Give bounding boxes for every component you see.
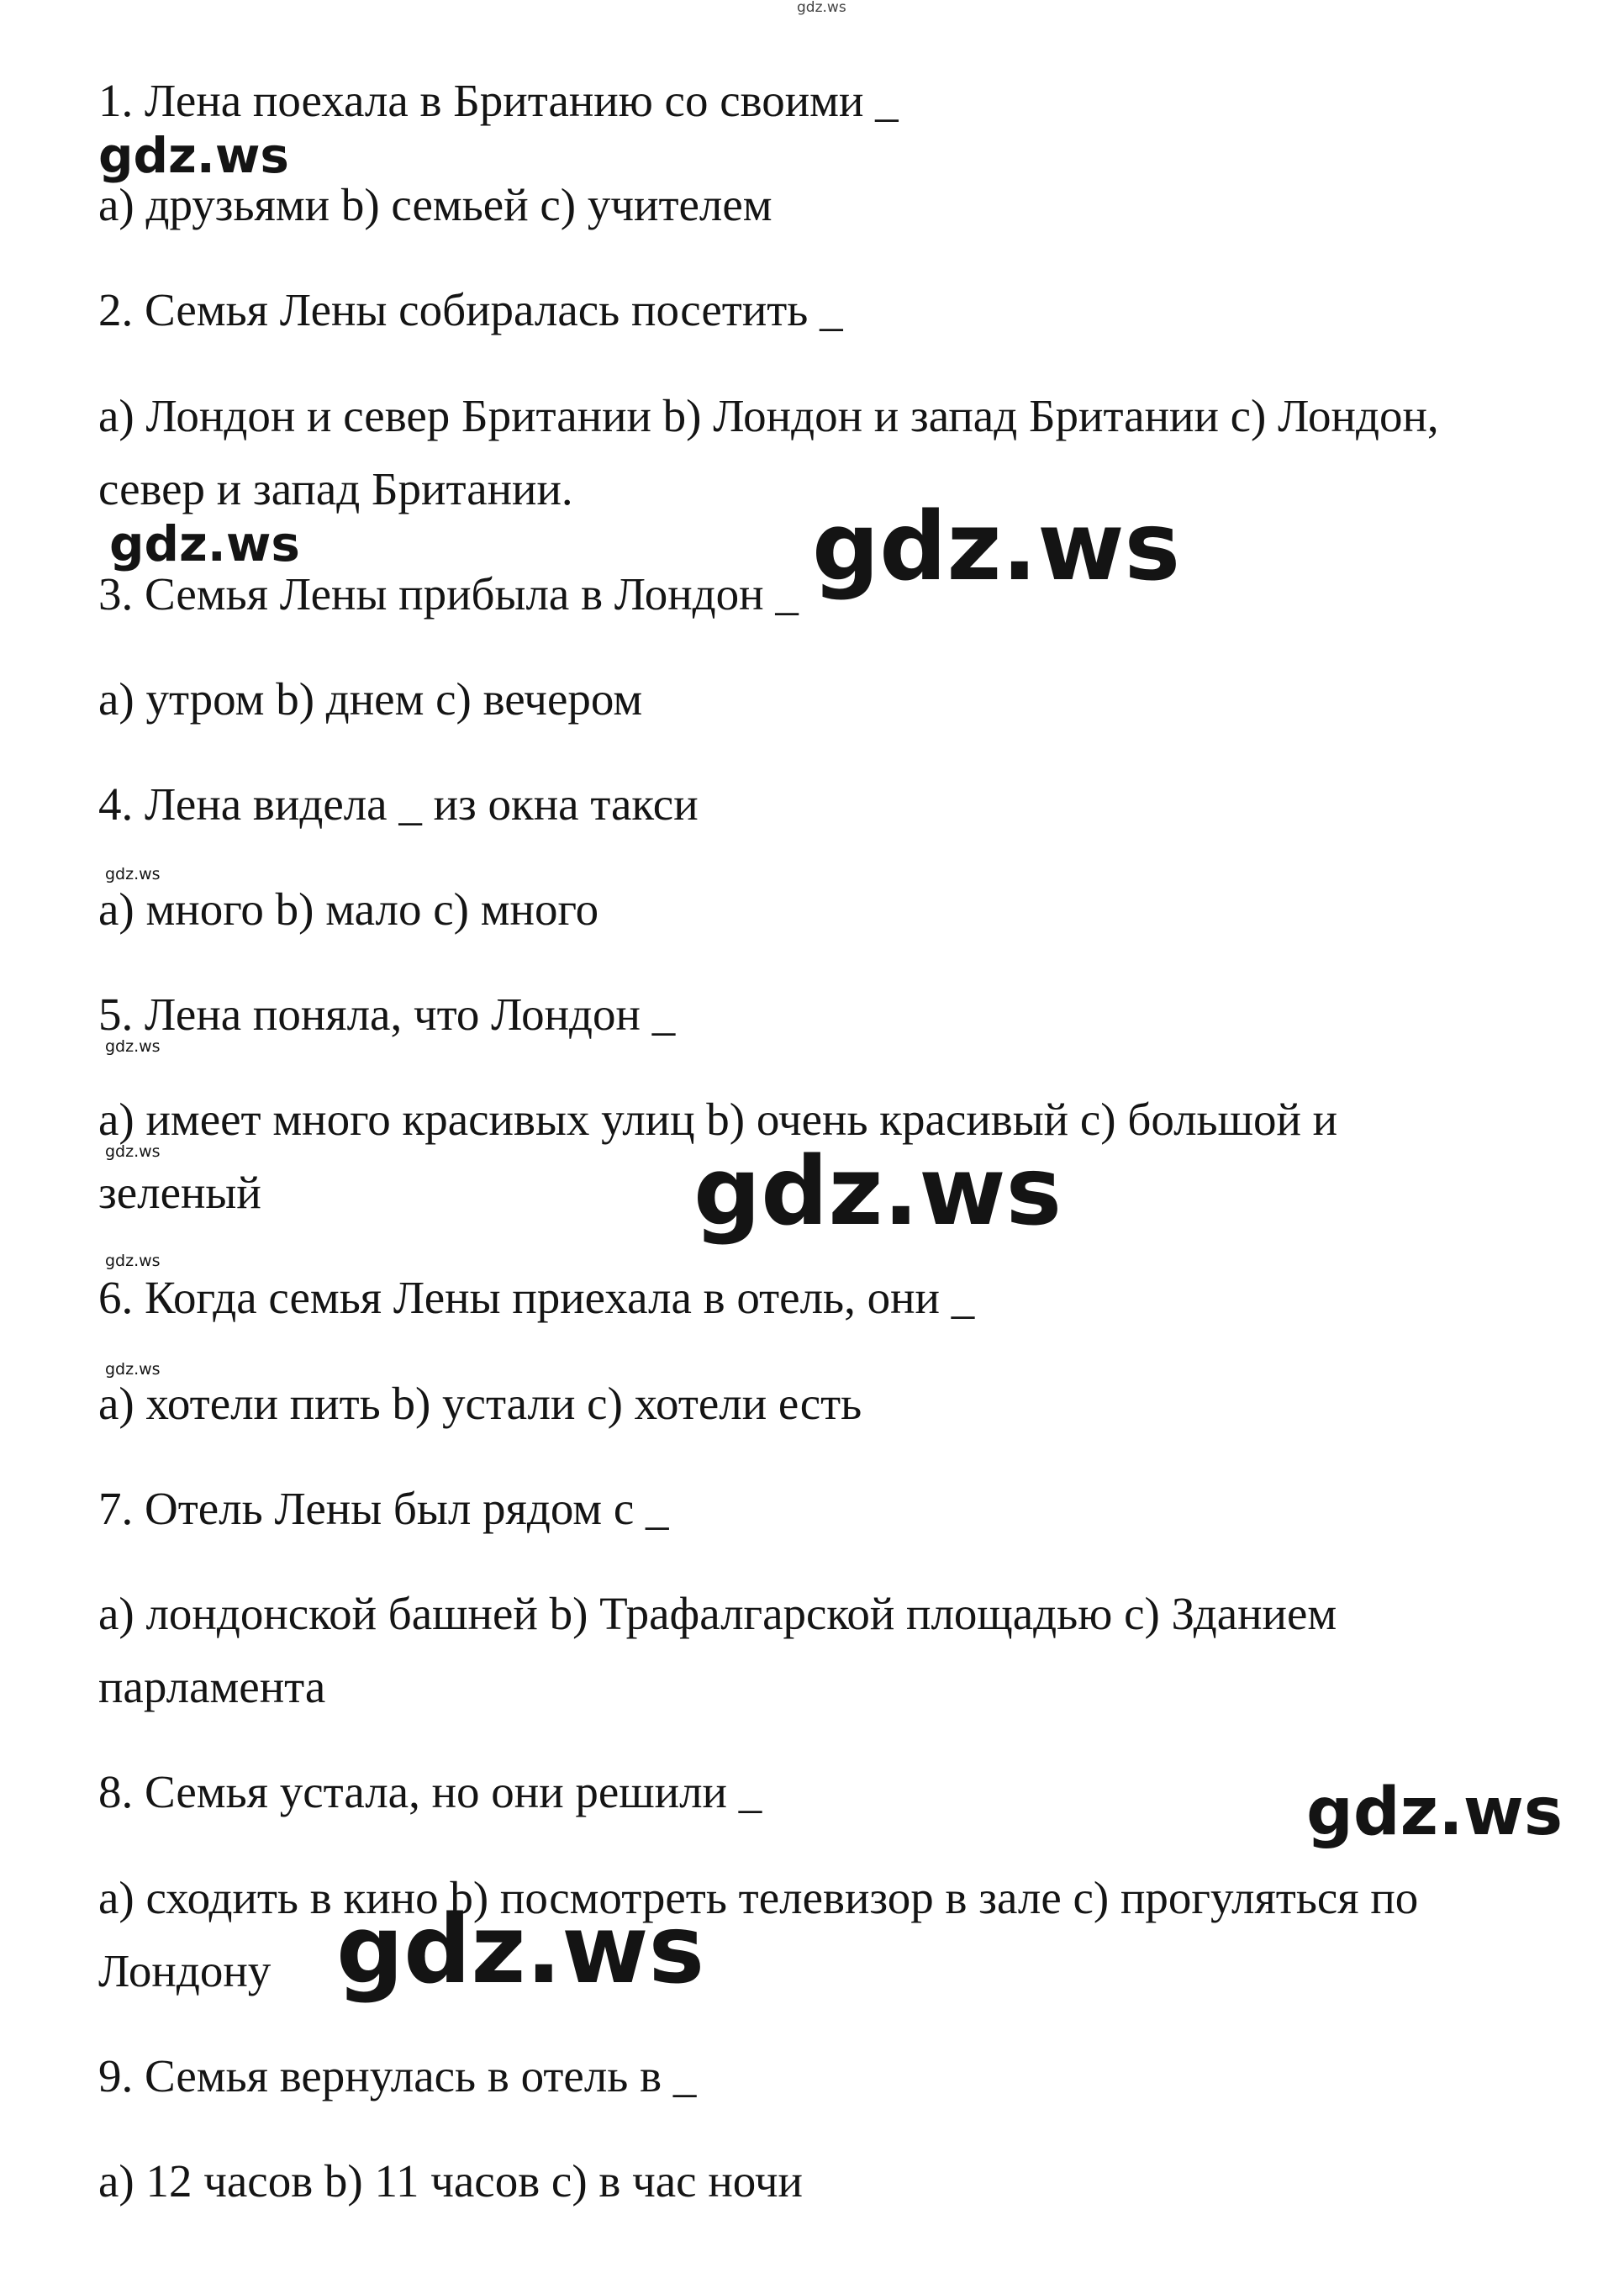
answer-3-line-1: a) утром b) днем c) вечером [98, 673, 643, 725]
answer-6-line-1: a) хотели пить b) устали c) хотели есть [98, 1378, 862, 1429]
answer-7-line-2: парламента [98, 1661, 326, 1712]
watermark-small-5: gdz.ws [105, 1360, 161, 1379]
answer-9-line-1: a) 12 часов b) 11 часов c) в час ночи [98, 2155, 803, 2207]
watermark-small-3: gdz.ws [105, 1142, 161, 1161]
watermark-small-1: gdz.ws [105, 865, 161, 883]
question-8-text: 8. Семья устала, но они решили _ [98, 1766, 762, 1817]
question-9-text: 9. Семья вернулась в отель в _ [98, 2050, 697, 2101]
answer-8-line-1: a) сходить в кино b) посмотреть телевизор в зале c) прогуляться по [98, 1872, 1419, 1923]
answer-8-line-2: Лондону [98, 1945, 272, 1996]
answer-7-line-1: a) лондонской башней b) Трафалгарской площадью c) Зданием [98, 1588, 1337, 1639]
question-5-text: 5. Лена поняла, что Лондон _ [98, 989, 676, 1040]
watermark-small-4: gdz.ws [105, 1252, 161, 1270]
question-7-text: 7. Отель Лены был рядом с _ [98, 1483, 669, 1534]
answer-5-line-2: зеленый [98, 1167, 261, 1218]
watermark-medium-2: gdz.ws [109, 515, 300, 572]
watermark-small-2: gdz.ws [105, 1037, 161, 1056]
answer-2-line-1: a) Лондон и север Британии b) Лондон и запад Британии c) Лондон, [98, 390, 1439, 441]
watermark-medium-3: gdz.ws [1306, 1774, 1563, 1850]
answer-5-line-1: a) имеет много красивых улиц b) очень красивый c) большой и [98, 1094, 1338, 1145]
watermark-top: gdz.ws [797, 0, 846, 16]
question-4-text: 4. Лена видела _ из окна такси [98, 778, 699, 830]
question-6-text: 6. Когда семья Лены приехала в отель, они _ [98, 1272, 975, 1323]
answer-2-line-2: север и запад Британии. [98, 463, 573, 514]
watermark-large-1: gdz.ws [812, 493, 1181, 602]
question-1-text: 1. Лена поехала в Британию со своими _ [98, 75, 899, 126]
watermark-medium-1: gdz.ws [98, 127, 289, 184]
answer-4-line-1: a) много b) мало c) много [98, 883, 599, 935]
question-2-text: 2. Семья Лены собиралась посетить _ [98, 284, 843, 335]
watermark-large-3: gdz.ws [336, 1896, 705, 2005]
question-3-text: 3. Семья Лены прибыла в Лондон _ [98, 568, 799, 620]
watermark-large-2: gdz.ws [693, 1137, 1062, 1247]
answer-1-line-1: a) друзьями b) семьей c) учителем [98, 179, 772, 230]
